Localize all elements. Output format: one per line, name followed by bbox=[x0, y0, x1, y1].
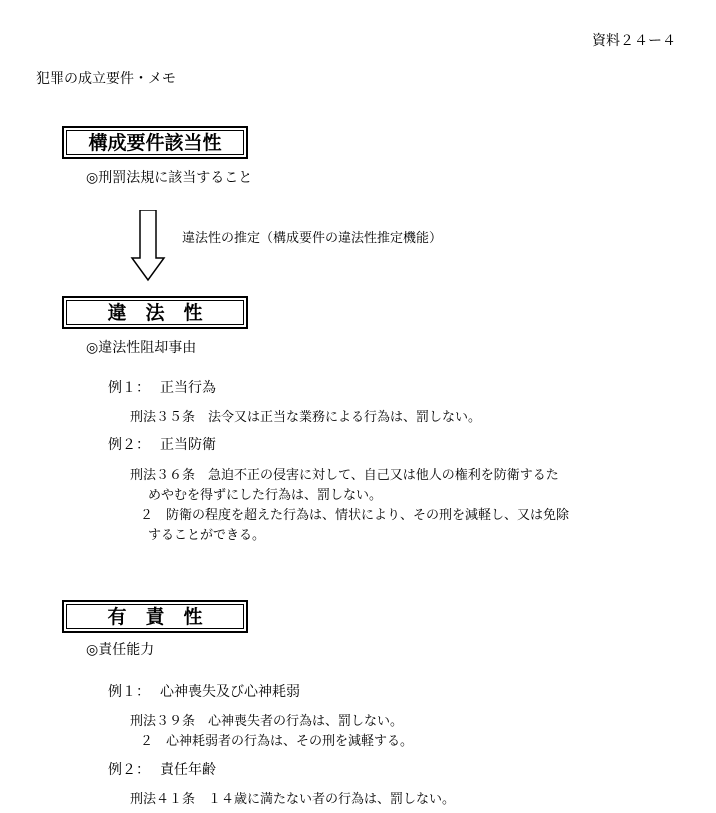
heading-illegality bbox=[62, 296, 248, 329]
article-line: 刑法３９条 心神喪失者の行為は、罰しない。 bbox=[130, 714, 404, 729]
heading-culpability bbox=[62, 600, 248, 633]
article-line: 刑法３５条 法令又は正当な業務による行為は、罰しない。 bbox=[130, 410, 482, 425]
article-line: 刑法３６条 急迫不正の侵害に対して、自己又は他人の権利を防衛するた bbox=[130, 468, 559, 483]
example-name: 正当防衛 bbox=[160, 437, 216, 453]
example-label: 例１： bbox=[108, 380, 150, 396]
bullet-constituent: ◎刑罰法規に該当すること bbox=[86, 170, 253, 186]
heading-text: 違 法 性 bbox=[107, 301, 203, 324]
down-arrow-icon bbox=[130, 210, 166, 282]
heading-text: 有 責 性 bbox=[107, 605, 203, 628]
example-label: 例２： bbox=[108, 437, 150, 453]
bullet-illegality: ◎違法性阻却事由 bbox=[86, 340, 197, 356]
article-line: することができる。 bbox=[148, 528, 266, 543]
article-line: ２ 心神耗弱者の行為は、その刑を減軽する。 bbox=[140, 734, 414, 749]
doc-title: 犯罪の成立要件・メモ bbox=[36, 71, 176, 87]
example-label: 例２： bbox=[108, 762, 150, 778]
heading-constituent-elements bbox=[62, 126, 248, 159]
article-line: 刑法４１条 １４歳に満たない者の行為は、罰しない。 bbox=[130, 792, 456, 807]
example-name: 責任年齢 bbox=[160, 762, 216, 778]
bullet-culpability: ◎責任能力 bbox=[86, 642, 155, 658]
article-line: ２ 防衛の程度を超えた行為は、情状により、その刑を減軽し、又は免除 bbox=[140, 508, 570, 523]
arrow-note: 違法性の推定（構成要件の違法性推定機能） bbox=[182, 231, 443, 246]
example-name: 正当行為 bbox=[160, 380, 216, 396]
article-line: めやむを得ずにした行為は、罰しない。 bbox=[148, 488, 383, 503]
example-label: 例１： bbox=[108, 684, 150, 700]
example-name: 心神喪失及び心神耗弱 bbox=[160, 684, 300, 700]
heading-text: 構成要件該当性 bbox=[88, 131, 222, 154]
doc-number: 資料２４ー４ bbox=[592, 33, 676, 49]
